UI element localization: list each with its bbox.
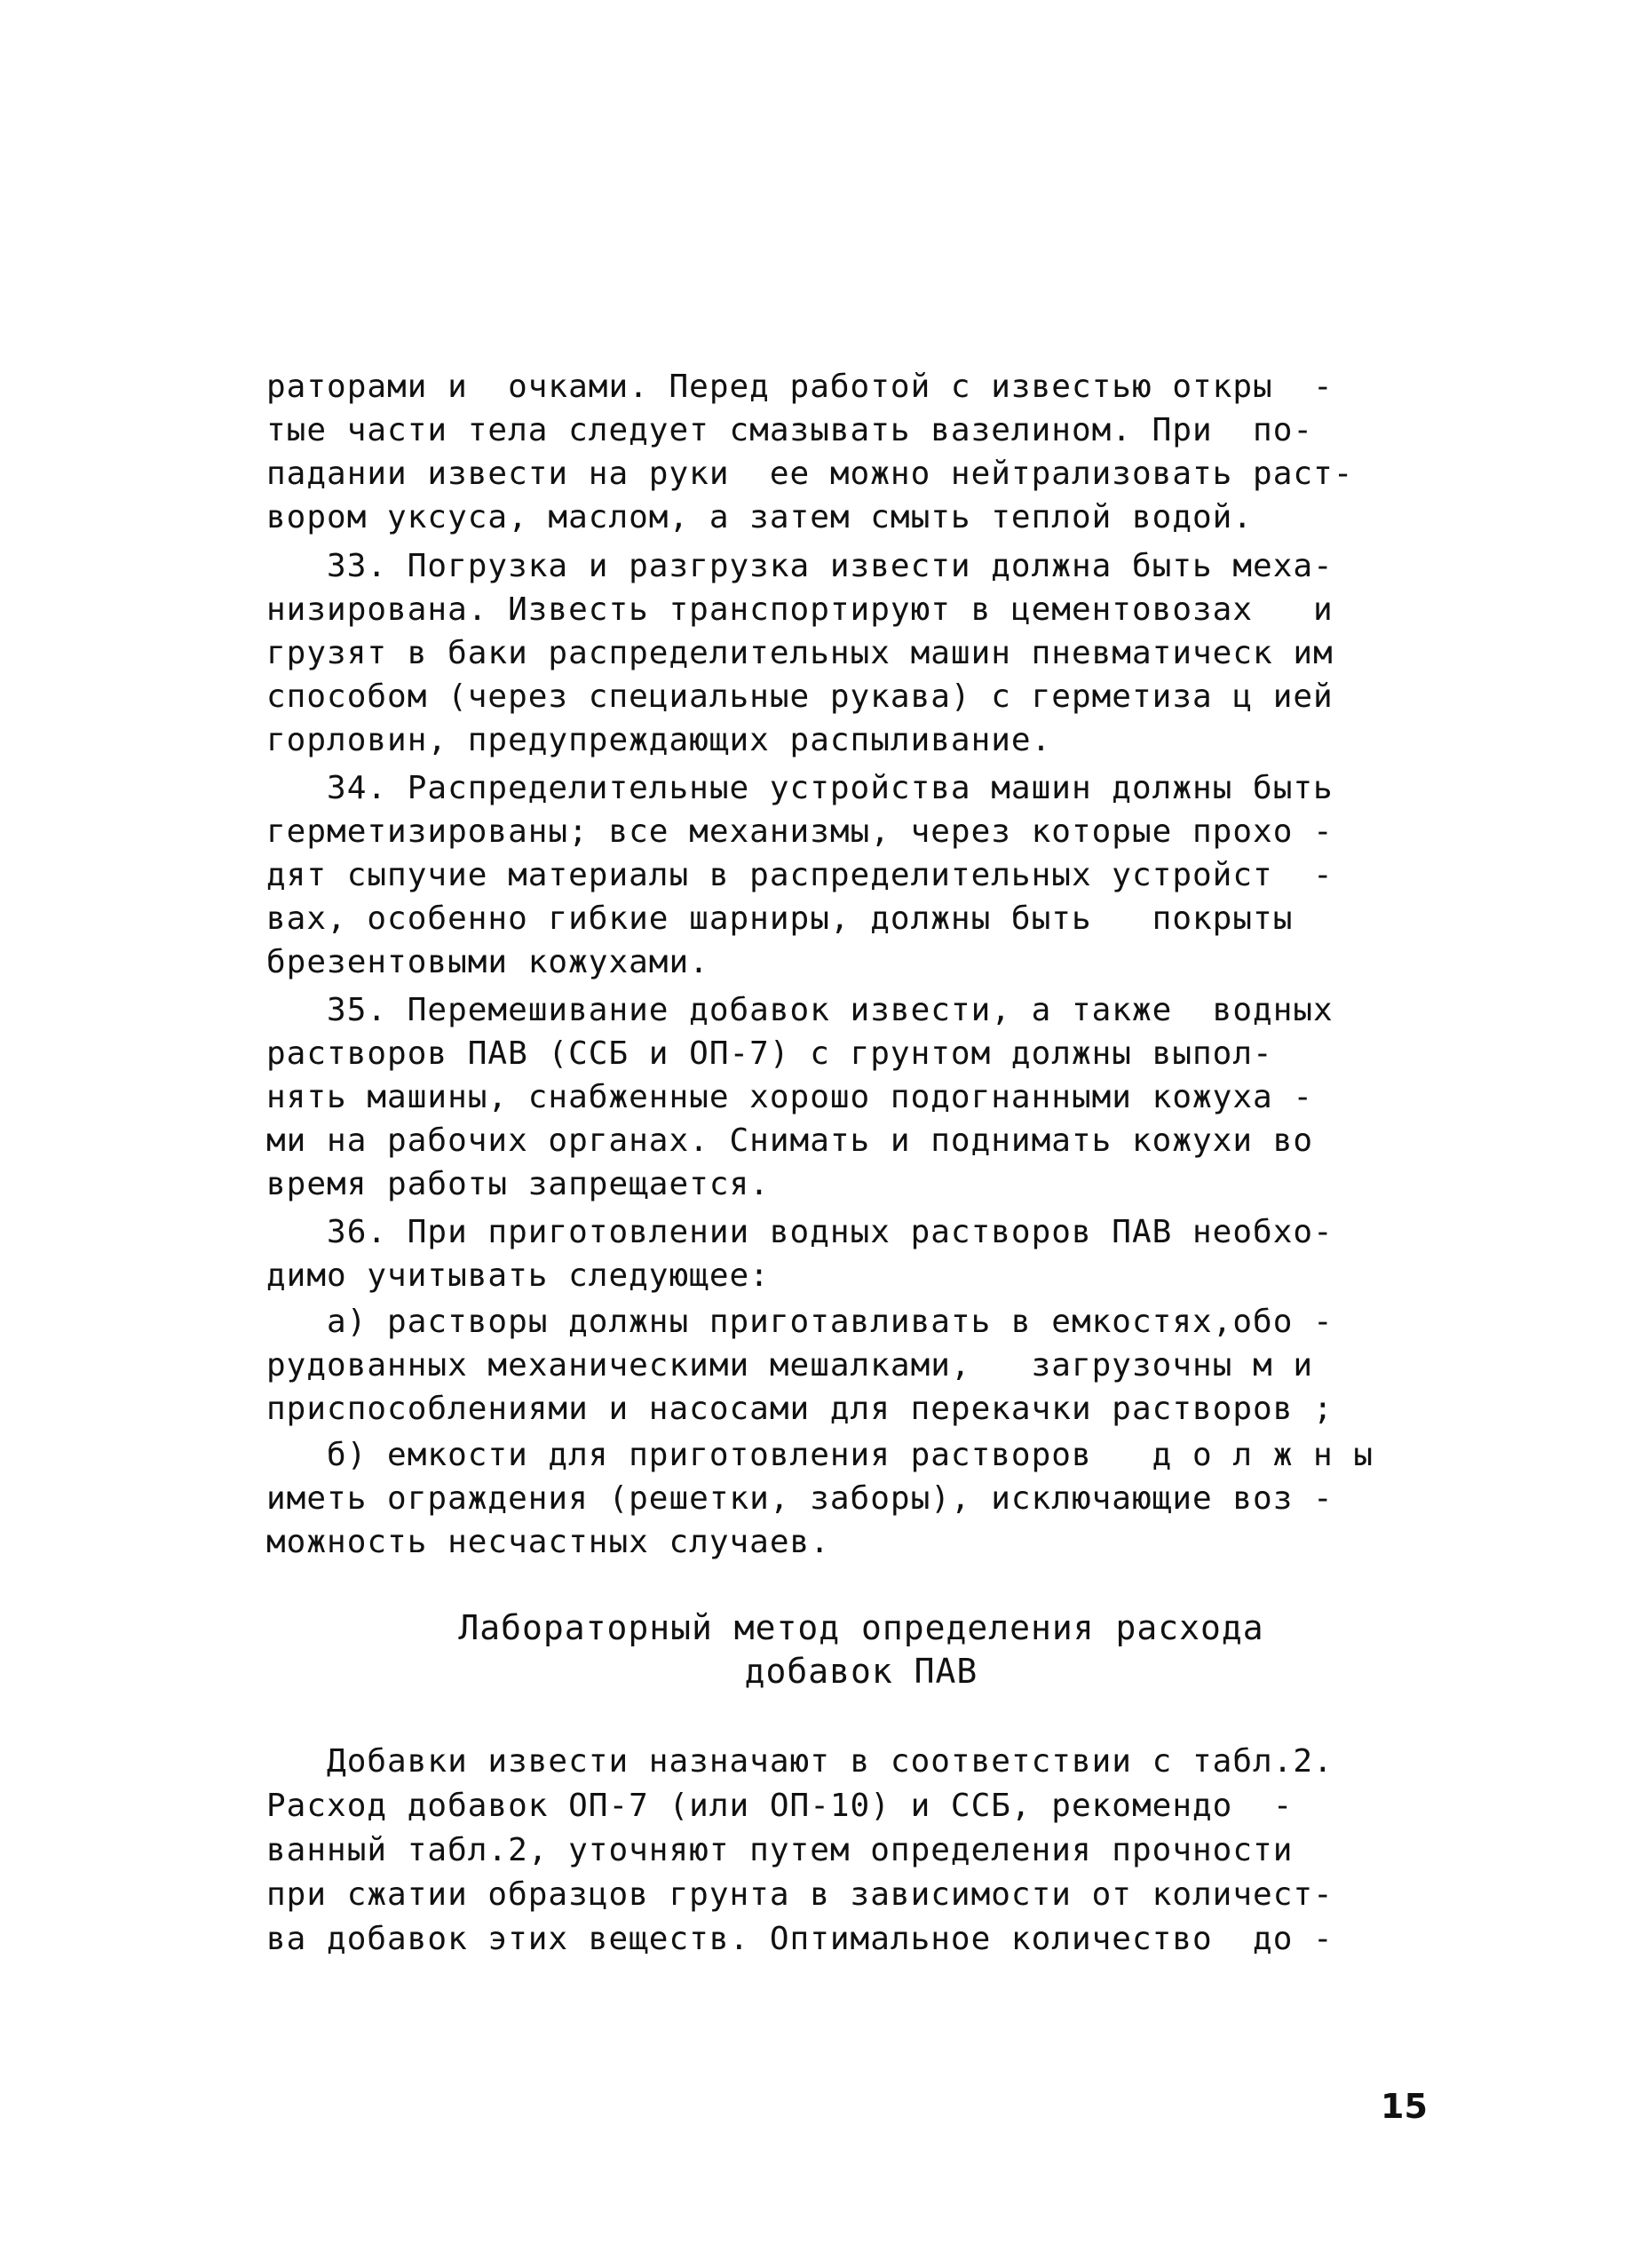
paragraph-35-start: 35. Перемешивание добавок извести, а также водных: [266, 992, 1334, 1028]
body-line: низирована. Известь транспортируют в цементовозах и: [266, 591, 1334, 628]
body-line: ми на рабочих органах. Снимать и поднимать кожухи во: [266, 1122, 1314, 1159]
section-line: ванный табл.2, уточняют путем определения прочности: [266, 1832, 1294, 1868]
body-line: растворов ПАВ (ССБ и ОП-7) с грунтом должны выпол-: [266, 1035, 1273, 1072]
body-line: вах, особенно гибкие шарниры, должны быть покрыты: [266, 900, 1294, 937]
body-line: дят сыпучие материалы в распределительных устройст -: [266, 857, 1334, 893]
page-number: 15: [1381, 2087, 1428, 2126]
section-line: ва добавок этих веществ. Оптимальное количество до -: [266, 1921, 1334, 1957]
list-item-b: б) емкости для приготовления растворов д о л ж н ы: [266, 1437, 1374, 1473]
body-line: падании извести на руки ее можно нейтрализовать раст-: [266, 456, 1354, 492]
body-line: тые части тела следует смазывать вазелином. При по-: [266, 412, 1314, 448]
paragraph-34-start: 34. Распределительные устройства машин должны быть: [266, 770, 1334, 806]
paragraph-33-start: 33. Погрузка и разгрузка извести должна быть меха-: [266, 548, 1334, 584]
body-line: иметь ограждения (решетки, заборы), исключающие воз -: [266, 1480, 1334, 1517]
body-line: брезентовыми кожухами.: [266, 944, 709, 980]
body-line: время работы запрещается.: [266, 1166, 770, 1202]
body-line: раторами и очками. Перед работой с известью откры -: [266, 369, 1334, 405]
section-heading-line-1: Лабораторный метод определения расхода: [458, 1608, 1264, 1647]
body-line: приспособлениями и насосами для перекачки растворов ;: [266, 1391, 1334, 1427]
body-line: способом (через специальные рукава) с герметиза ц ией: [266, 678, 1334, 715]
section-heading-line-2: добавок ПАВ: [744, 1652, 978, 1691]
body-line: вором уксуса, маслом, а затем смыть теплой водой.: [266, 499, 1254, 535]
body-line: герметизированы; все механизмы, через которые прохо -: [266, 813, 1334, 850]
body-line: нять машины, снабженные хорошо подогнанными кожуха -: [266, 1079, 1314, 1115]
section-line: Добавки извести назначают в соответствии с табл.2.: [266, 1743, 1334, 1780]
section-line: при сжатии образцов грунта в зависимости от количест-: [266, 1876, 1334, 1913]
section-line: Расход добавок ОП-7 (или ОП-10) и ССБ, рекомендо -: [266, 1788, 1294, 1824]
paragraph-36-start: 36. При приготовлении водных растворов ПАВ необхо-: [266, 1214, 1334, 1250]
list-item-a: а) растворы должны приготавливать в емкостях,обо -: [266, 1304, 1334, 1340]
body-line: можность несчастных случаев.: [266, 1524, 830, 1560]
body-line: горловин, предупреждающих распыливание.: [266, 722, 1052, 758]
body-line: рудованных механическими мешалками, загрузочны м и: [266, 1347, 1314, 1384]
body-line: грузят в баки распределительных машин пневматическ им: [266, 635, 1334, 671]
body-line: димо учитывать следующее:: [266, 1257, 770, 1294]
